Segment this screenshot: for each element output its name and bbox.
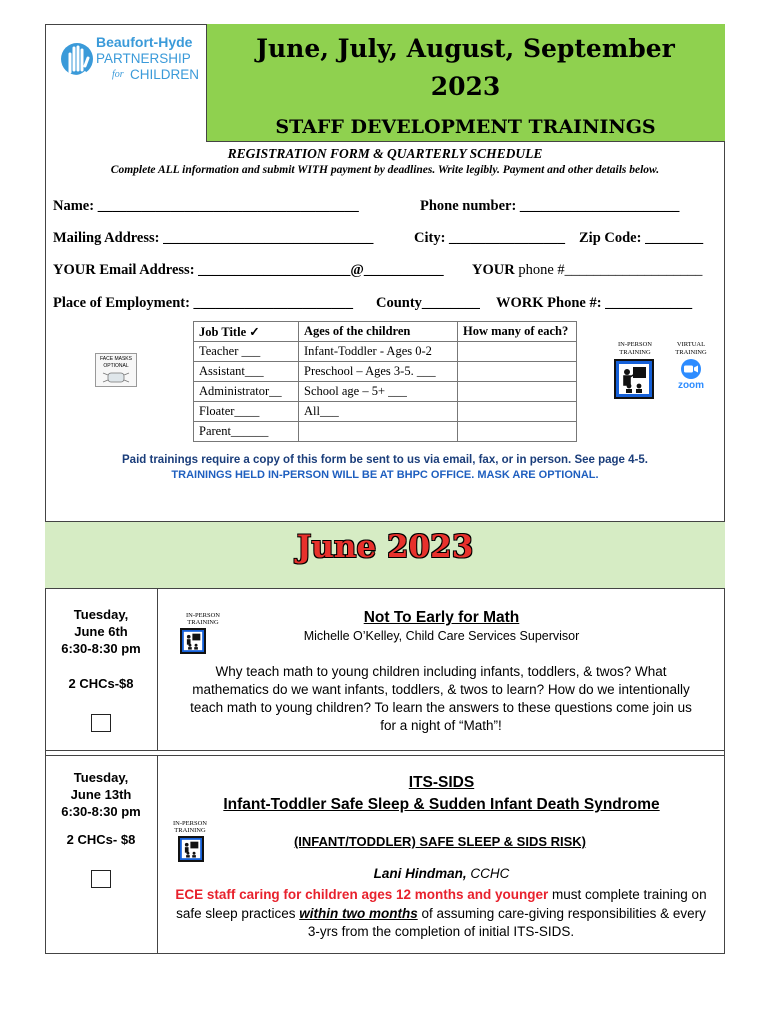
session-1-title: Not To Early for Math bbox=[363, 609, 520, 626]
table-header: How many of each? bbox=[458, 322, 577, 342]
zoom-logo bbox=[676, 358, 706, 394]
session-divider bbox=[45, 755, 725, 756]
count-cell[interactable] bbox=[458, 342, 577, 362]
count-cell[interactable] bbox=[458, 402, 577, 422]
table-header: Ages of the children bbox=[299, 322, 458, 342]
logo bbox=[58, 32, 198, 92]
in-person-legend-line-1: IN-PERSON bbox=[618, 341, 652, 348]
session-1-day: Tuesday, bbox=[73, 607, 129, 622]
face-mask-icon bbox=[96, 370, 136, 386]
session-2-presenter-name: Lani Hindman, bbox=[373, 866, 467, 881]
session-2-desc-end: of assuming care-giving responsibilities & every 3-yrs from the completion of initial ITS-SIDS. bbox=[307, 905, 706, 939]
virtual-legend-line-1: VIRTUAL bbox=[676, 341, 706, 348]
session-2-risk-heading: (INFANT/TODDLER) SAFE SLEEP & SIDS RISK) bbox=[293, 834, 587, 849]
session-2-day: Tuesday, bbox=[73, 770, 129, 785]
your-phone-label: phone # bbox=[518, 262, 565, 278]
mask-sign-line-2: OPTIONAL bbox=[103, 363, 129, 369]
session-1-credits: 2 CHCs-$8 bbox=[68, 676, 134, 691]
virtual-legend-label bbox=[667, 341, 715, 357]
county-field[interactable]: County________ bbox=[376, 295, 480, 311]
mailing-address-field[interactable]: Mailing Address: _____________________________ bbox=[53, 230, 374, 246]
form-instructions: Complete ALL information and submit WITH payment by deadlines. Write legibly. Payment and other details below. bbox=[110, 164, 660, 176]
job-title-cell[interactable]: Assistant___ bbox=[194, 362, 299, 382]
in-person-location-note: TRAININGS HELD IN-PERSON WILL BE AT BHPC OFFICE. MASK ARE OPTIONAL. bbox=[171, 469, 599, 481]
page-title-line-2: 2023 bbox=[430, 72, 501, 101]
age-group-cell[interactable] bbox=[299, 422, 458, 442]
count-cell[interactable] bbox=[458, 362, 577, 382]
session-2-register-checkbox[interactable] bbox=[91, 870, 111, 888]
in-person-training-icon bbox=[178, 836, 204, 862]
table-header-row bbox=[194, 322, 577, 342]
hand-logo-icon bbox=[60, 34, 94, 84]
in-person-legend-line-2: TRAINING bbox=[619, 349, 651, 356]
session-2-badge-line-2: TRAINING bbox=[174, 827, 206, 834]
session-1-description: Why teach math to young children including infants, toddlers, & twos? What mathematics do we want infants, toddlers, & twos to learn? How do we intentionally teach math to young children? To learn the answers to these questions come join us for a night of “Math”! bbox=[190, 664, 692, 733]
zoom-label: zoom bbox=[677, 380, 705, 391]
your-phone-your: YOUR bbox=[472, 262, 515, 278]
job-title-cell[interactable]: Teacher ___ bbox=[194, 342, 299, 362]
session-2-description bbox=[173, 886, 709, 942]
age-group-cell[interactable]: All___ bbox=[299, 402, 458, 422]
in-person-legend-label bbox=[607, 341, 663, 357]
session-1-badge-line-2: TRAINING bbox=[187, 619, 219, 626]
paid-training-note: Paid trainings require a copy of this form be sent to us via email, fax, or in person. See page 4-5. bbox=[122, 454, 648, 466]
face-mask-sign bbox=[95, 353, 137, 387]
zip-code-field[interactable]: Zip Code: ________ bbox=[579, 230, 704, 246]
session-1-presenter: Michelle O’Kelley, Child Care Services Supervisor bbox=[303, 629, 580, 643]
table-row bbox=[194, 342, 577, 362]
logo-for: for bbox=[112, 69, 124, 80]
session-divider bbox=[45, 750, 725, 751]
session-1-date: June 6th bbox=[74, 624, 128, 639]
city-field[interactable]: City: ________________ bbox=[414, 230, 566, 246]
age-group-cell[interactable]: Infant-Toddler - Ages 0-2 bbox=[299, 342, 458, 362]
session-2-date: June 13th bbox=[70, 787, 132, 802]
table-row bbox=[194, 402, 577, 422]
employment-field[interactable]: Place of Employment: ______________________ bbox=[53, 295, 354, 311]
job-title-cell[interactable]: Parent______ bbox=[194, 422, 299, 442]
session-2-time: 6:30-8:30 pm bbox=[61, 804, 141, 819]
email-field[interactable]: YOUR Email Address: _____________________@___________ bbox=[53, 262, 444, 278]
session-2-badge-label bbox=[165, 820, 215, 834]
session-2-subtitle: Infant-Toddler Safe Sleep & Sudden Infant Death Syndrome bbox=[223, 796, 660, 813]
age-group-cell[interactable]: Preschool – Ages 3-5. ___ bbox=[299, 362, 458, 382]
count-cell[interactable] bbox=[458, 382, 577, 402]
session-2-credits: 2 CHCs- $8 bbox=[66, 832, 136, 847]
page-title-line-1: June, July, August, September bbox=[256, 34, 675, 63]
session-1-time: 6:30-8:30 pm bbox=[61, 641, 141, 656]
session-2-title: ITS-SIDS bbox=[408, 774, 475, 791]
job-title-cell[interactable]: Floater____ bbox=[194, 402, 299, 422]
session-2-desc-emphasis: within two months bbox=[299, 905, 418, 921]
your-phone-field[interactable] bbox=[472, 262, 702, 279]
table-row bbox=[194, 422, 577, 442]
table-header: Job Title ✓ bbox=[194, 322, 299, 342]
logo-line-2: PARTNERSHIP bbox=[96, 51, 191, 66]
count-cell[interactable] bbox=[458, 422, 577, 442]
form-subtitle: REGISTRATION FORM & QUARTERLY SCHEDULE bbox=[227, 146, 543, 161]
job-title-table bbox=[193, 321, 577, 442]
age-group-cell[interactable]: School age – 5+ ___ bbox=[299, 382, 458, 402]
table-row bbox=[194, 382, 577, 402]
zoom-camera-icon bbox=[676, 358, 706, 380]
name-field[interactable]: Name: ____________________________________ bbox=[53, 198, 359, 214]
virtual-legend-line-2: TRAINING bbox=[675, 349, 707, 356]
job-title-cell[interactable]: Administrator__ bbox=[194, 382, 299, 402]
work-phone-field[interactable]: WORK Phone #: ____________ bbox=[496, 295, 693, 311]
table-row bbox=[194, 362, 577, 382]
session-2-presenter bbox=[158, 866, 725, 881]
mask-sign-line-1: FACE MASKS bbox=[100, 356, 132, 362]
session-1-register-checkbox[interactable] bbox=[91, 714, 111, 732]
in-person-training-icon bbox=[614, 359, 654, 399]
your-phone-blank: ___________________ bbox=[564, 262, 703, 278]
phone-field[interactable]: Phone number: ______________________ bbox=[420, 198, 680, 214]
logo-line-3: CHILDREN bbox=[130, 67, 200, 82]
session-2-desc-mid: must complete training on safe sleep practices bbox=[176, 887, 707, 921]
month-title: June 2023 bbox=[296, 529, 474, 565]
logo-line-1: Beaufort-Hyde bbox=[96, 34, 193, 50]
session-1-badge-line-1: IN-PERSON bbox=[186, 612, 220, 619]
session-2-presenter-credential: CCHC bbox=[470, 866, 510, 881]
session-2-desc-highlight: ECE staff caring for children ages 12 months and younger bbox=[175, 887, 549, 902]
page-title-line-3: STAFF DEVELOPMENT TRAININGS bbox=[275, 116, 656, 138]
session-2-badge-line-1: IN-PERSON bbox=[173, 820, 207, 827]
